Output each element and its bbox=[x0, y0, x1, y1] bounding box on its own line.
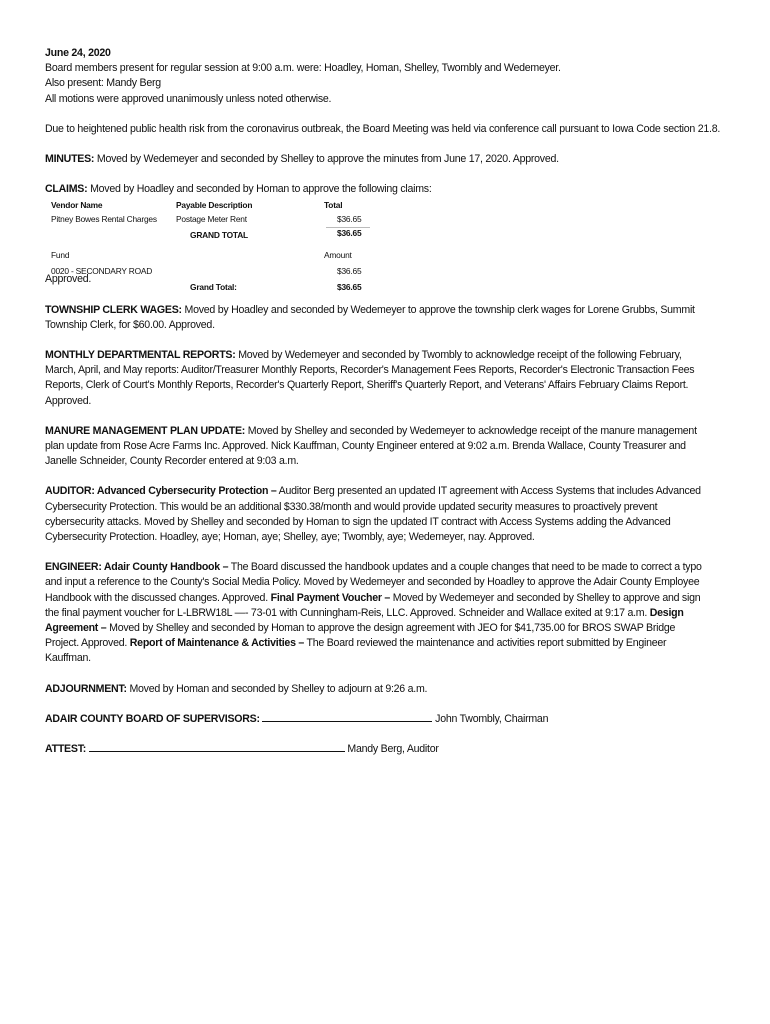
minutes-document bbox=[45, 46, 727, 757]
claims-table bbox=[51, 200, 727, 296]
description-header: Payable Description bbox=[176, 200, 253, 211]
minutes-heading: MINUTES: bbox=[45, 153, 95, 166]
final-payment-heading: Final Payment Voucher – bbox=[267, 591, 391, 604]
fund-cell: 0020 - SECONDARY ROAD bbox=[51, 266, 153, 277]
claims-approved: Approved. bbox=[45, 273, 92, 286]
members-present: Board members present for regular session at 9:00 a.m. were: Hoadley, Homan, Shelley, Twombly and Wedemeyer. bbox=[45, 62, 561, 75]
claims-section: CLAIMS: Moved by Hoadley and seconded by Homan to approve the following claims: bbox=[45, 183, 432, 196]
meeting-date: June 24, 2020 bbox=[45, 47, 111, 59]
auditor-heading: AUDITOR: Advanced Cybersecurity Protection – bbox=[45, 485, 277, 498]
signature-line bbox=[262, 712, 432, 722]
engineer-heading: ENGINEER: Adair County Handbook – bbox=[45, 561, 229, 574]
total-header: Total bbox=[324, 200, 343, 211]
engineer-section: ENGINEER: Adair County Handbook – The Board discussed the handbook updates and a couple changes that need to be made to correct a typo and input a reference to the County's Social Media Policy. Moved by Wedemeyer and seconded by Hoadley to approve the Adair County Employee Handbook with the discussed changes. Approved. Final Payment Voucher – Moved by Wedemeyer and seconded by Shelley to approve and sign the final payment voucher for L-LBRW18L —- 73-01 with Cunningham-Reis, LLC. Approved. Schneider and Wallace exited at 9:17 a.m. Design Agreement – Moved by Shelley and seconded by Homan to approve the design agreement with JEO for $41,735.00 for BROS SWAP Bridge Project. Approved. Report of Maintenance & Activities – The Board reviewed the maintenance and activities report submitted by Engineer Kauffman. bbox=[45, 561, 702, 665]
fund-amount-cell: $36.65 bbox=[337, 266, 362, 277]
claims-heading: CLAIMS: bbox=[45, 183, 88, 196]
township-heading: TOWNSHIP CLERK WAGES: bbox=[45, 303, 182, 316]
design-heading: Design bbox=[647, 606, 684, 619]
manure-heading: MANURE MANAGEMENT PLAN UPDATE: bbox=[45, 424, 246, 437]
maintenance-report-heading: Report of Maintenance & Activities – bbox=[127, 637, 305, 650]
auditor-section: AUDITOR: Advanced Cybersecurity Protection – Auditor Berg presented an updated IT agreement with Access Systems that includes Advanced Cybersecurity Protection. This would be an additional $330.38/month and would provide updated security measures to proactively prevent cybersecurity attacks. Moved by Shelley and seconded by Homan to sign the updated IT contract with Access Systems adding the Advanced Cybersecurity Protection. Hoadley, aye; Homan, aye; Shelley, aye; Twombly, aye; Wedemeyer, nay. Approved. bbox=[45, 485, 701, 544]
auditor-name: Mandy Berg, Auditor bbox=[344, 743, 439, 756]
board-signature-label: ADAIR COUNTY BOARD OF SUPERVISORS: bbox=[45, 712, 260, 725]
description-cell: Postage Meter Rent bbox=[176, 214, 247, 225]
fund-header: Fund bbox=[51, 250, 70, 261]
monthly-reports-section: MONTHLY DEPARTMENTAL REPORTS: Moved by Wedemeyer and seconded by Twombly to acknowledge receipt of the following February, March, April, and May reports: Auditor/Treasurer Monthly Reports, Recorder's Management Fees Reports, Recorder's Electronic Transaction Fees Reports, Clerk of Court's Monthly Reports, Recorder's Quarterly Report, Sheriff's Quarterly Report, and Veterans' Affairs February Claims Report. Approved. bbox=[45, 349, 695, 407]
fund-grand-total-value: $36.65 bbox=[337, 282, 362, 293]
adjournment-heading: ADJOURNMENT: bbox=[45, 682, 127, 695]
vendor-cell: Pitney Bowes Rental Charges bbox=[51, 214, 157, 225]
adjournment-section: ADJOURNMENT: Moved by Homan and seconded by Shelley to adjourn at 9:26 a.m. bbox=[45, 682, 428, 695]
fund-grand-total-label: Grand Total: bbox=[190, 282, 237, 293]
grand-total-label: GRAND TOTAL bbox=[190, 230, 248, 241]
minutes-section: MINUTES: Moved by Wedemeyer and seconded by Shelley to approve the minutes from June 17, 2020. Approved. bbox=[45, 153, 559, 166]
vendor-header: Vendor Name bbox=[51, 200, 103, 211]
grand-total-value: $36.65 bbox=[337, 228, 362, 239]
amount-header: Amount bbox=[324, 250, 352, 261]
covid-note: Due to heightened public health risk from the coronavirus outbreak, the Board Meeting was held via conference call pursuant to Iowa Code section 21.8. bbox=[45, 122, 721, 135]
board-signature bbox=[45, 712, 727, 727]
attest-signature bbox=[45, 742, 727, 757]
total-cell: $36.65 bbox=[337, 214, 362, 225]
township-section: TOWNSHIP CLERK WAGES: Moved by Hoadley and seconded by Wedemeyer to approve the township clerk wages for Lorene Grubbs, Summit Township Clerk, for $60.00. Approved. bbox=[45, 303, 695, 331]
chairman-name: John Twombly, Chairman bbox=[432, 712, 549, 725]
also-present: Also present: Mandy Berg bbox=[45, 77, 161, 90]
attest-label: ATTEST: bbox=[45, 743, 87, 756]
attest-signature-line bbox=[89, 742, 345, 752]
manure-section: MANURE MANAGEMENT PLAN UPDATE: Moved by Shelley and seconded by Wedemeyer to acknowledge receipt of the manure management plan update from Rose Acre Farms Inc. Approved. Nick Kauffman, County Engineer entered at 9:02 a.m. Brenda Wallace, County Treasurer and Janelle Schneider, County Recorder entered at 9:03 a.m. bbox=[45, 424, 697, 468]
monthly-heading: MONTHLY DEPARTMENTAL REPORTS: bbox=[45, 349, 236, 362]
motions-note: All motions were approved unanimously unless noted otherwise. bbox=[45, 92, 332, 105]
